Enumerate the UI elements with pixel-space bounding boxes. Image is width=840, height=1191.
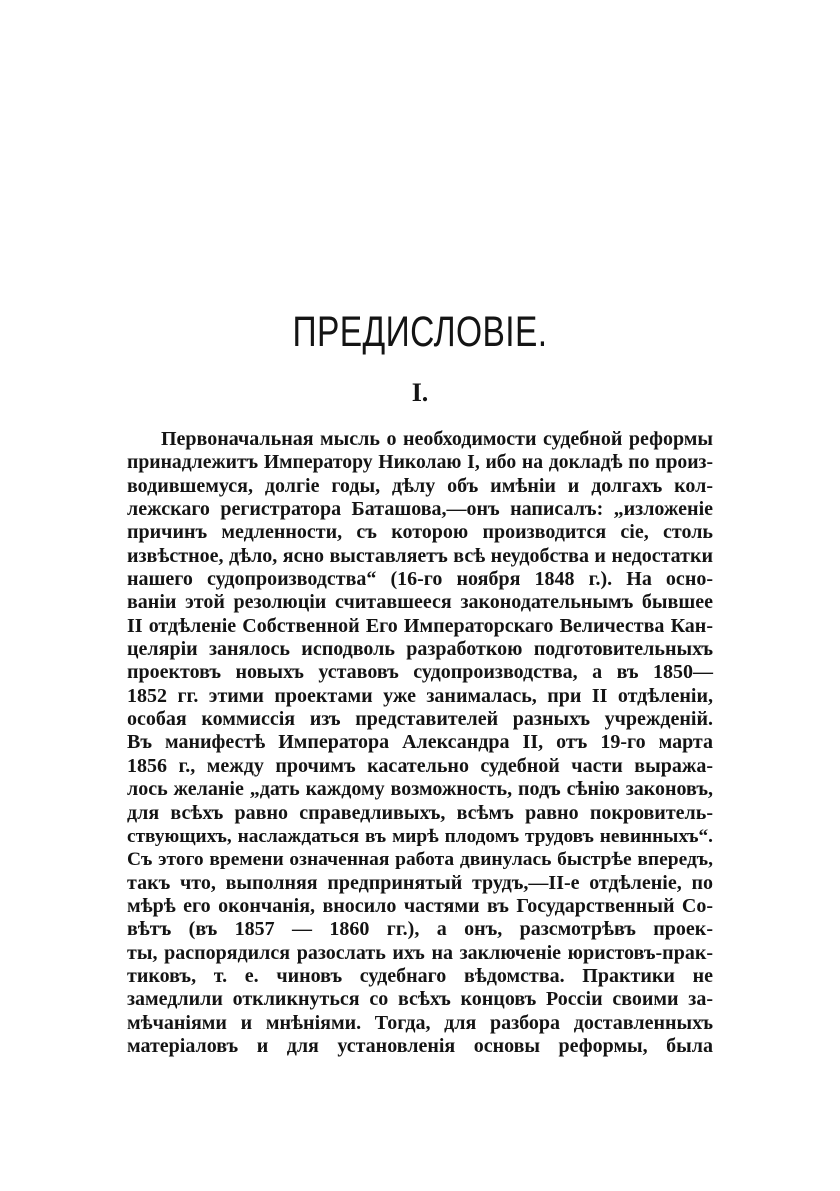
text-line: особая коммиссія изъ представителей разныхъ учрежденій. [127,708,713,731]
text-line: для всѣхъ равно справедливыхъ, всѣмъ равно покровитель- [127,801,713,824]
text-line: проектовъ новыхъ уставовъ судопроизводства, а въ 1850— [127,661,713,684]
text-line: мѣрѣ его окончанія, вносило частями въ Государственный Со- [127,894,713,917]
text-line: целяріи занялось исподволь разработкою подготовительныхъ [127,638,713,661]
text-line: Съ этого времени означенная работа двинулась быстрѣе впередъ, [127,849,713,871]
text-line: лежскаго регистратора Баташова,—онъ написалъ: „изложеніе [127,498,713,521]
text-line: ты, распорядился разослать ихъ на заключеніе юристовъ-прак- [127,941,713,964]
text-line: вѣтъ (въ 1857 — 1860 гг.), а онъ, разсмотрѣвъ проек- [127,918,713,941]
text-line: нашего судопроизводства“ (16-го ноября 1848 г.). На осно- [127,568,713,591]
text-line: лось желаніе „дать каждому возможность, подъ сѣнію законовъ, [127,778,713,801]
page-title: ПРЕДИСЛОВІЕ. [292,308,548,356]
text-line: замедлили откликнуться со всѣхъ концовъ Россіи своими за- [127,988,713,1011]
text-line: Въ манифестѣ Императора Александра II, отъ 19-го марта [127,731,713,754]
section-number: I. [411,378,429,407]
text-line: причинъ медленности, съ которою производится сіе, столь [127,521,713,544]
text-line: извѣстное, дѣло, ясно выставляетъ всѣ неудобства и недостатки [127,544,713,567]
text-line: 1856 г., между прочимъ касательно судебной части выража- [127,754,713,777]
text-line: принадлежитъ Императору Николаю I, ибо на докладѣ по произ- [127,451,713,474]
text-line: матеріаловъ и для установленія основы реформы, была [127,1034,713,1057]
text-line: тиковъ, т. е. чиновъ судебнаго вѣдомства. Практики не [127,964,713,987]
text-line: II отдѣленіе Собственной Его Императорскаго Величества Кан- [127,614,713,637]
text-line: 1852 гг. этими проектами уже занималась, при II отдѣленіи, [127,684,713,707]
text-line: водившемуся, долгіе годы, дѣлу объ имѣніи и долгахъ кол- [127,474,713,497]
text-line: ваніи этой резолюціи считавшееся законодательнымъ бывшее [127,591,713,614]
text-line: мѣчаніями и мнѣніями. Тогда, для разбора доставленныхъ [127,1011,713,1034]
body-paragraph [127,428,713,1058]
text-line: ствующихъ, наслаждаться въ мирѣ плодомъ трудовъ невинныхъ“. [127,825,713,847]
text-line: Первоначальная мысль о необходимости судебной реформы [161,428,713,450]
text-line: такъ что, выполняя предпринятый трудъ,—II-е отдѣленіе, по [127,871,713,894]
